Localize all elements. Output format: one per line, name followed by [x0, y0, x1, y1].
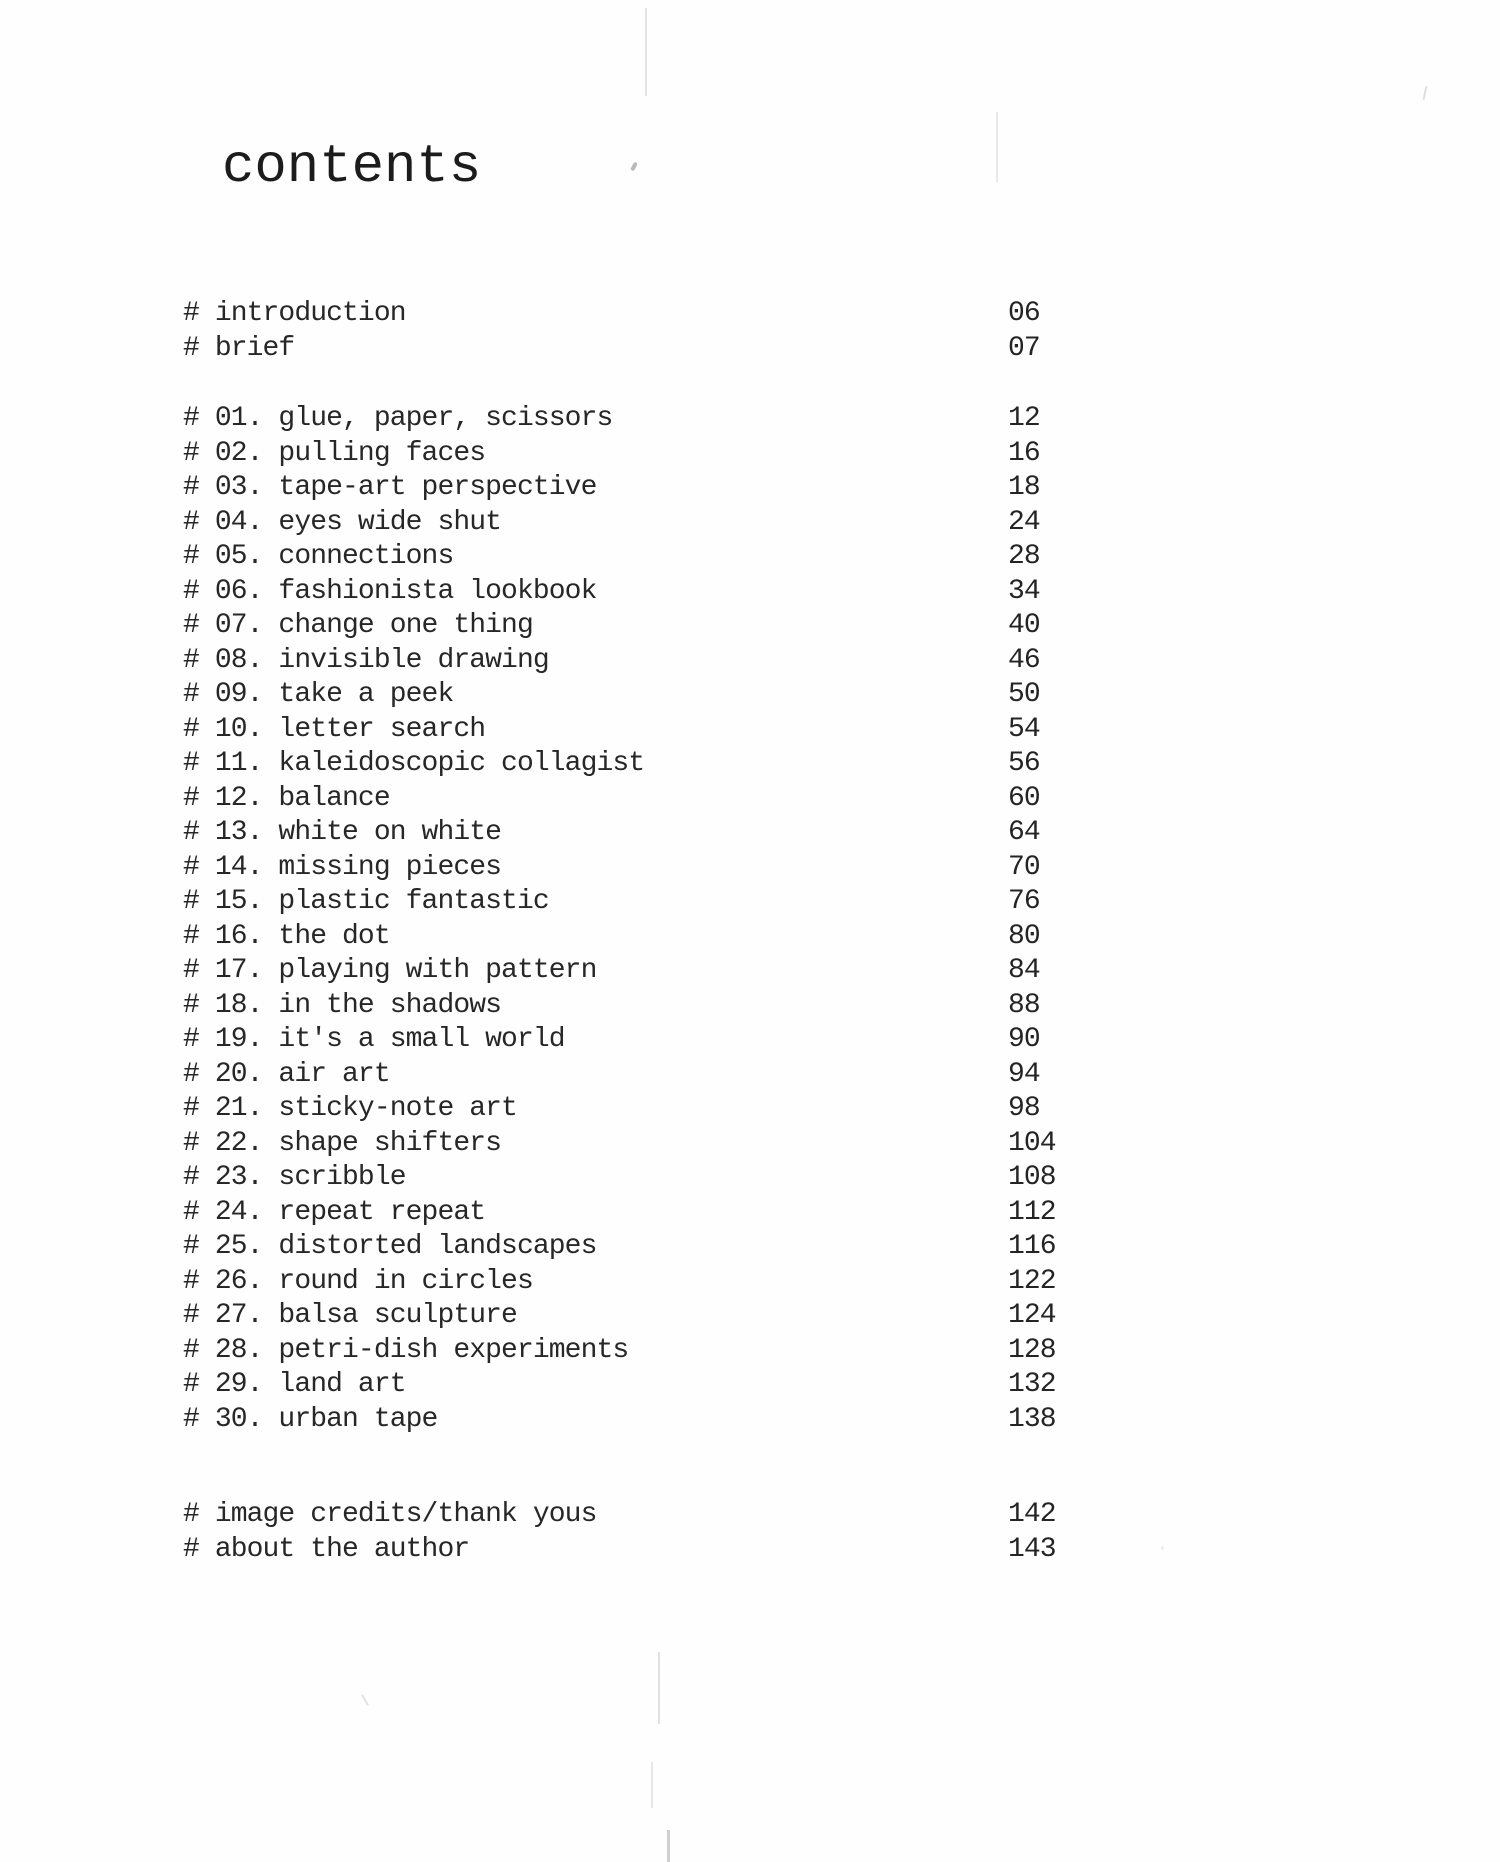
toc-row-label: 07. change one thing	[214, 610, 533, 641]
toc-row	[0, 1533, 1500, 1568]
toc-row-page-number: 98	[1008, 1092, 1500, 1862]
toc-row-label: 02. pulling faces	[214, 437, 486, 469]
hash-marker: #	[183, 1231, 215, 1262]
page-title: contents	[222, 137, 482, 198]
scan-artifact-speck	[1423, 86, 1428, 100]
toc-row-label: 26. round in circles	[214, 1265, 533, 1297]
toc-row-label: 01. glue, paper, scissors	[214, 403, 613, 434]
toc-row	[0, 851, 1500, 886]
toc-row-page-number: 70	[1008, 851, 1500, 1862]
toc-row	[0, 885, 1500, 920]
toc-row	[0, 1023, 1500, 1058]
toc-row	[0, 1498, 1500, 1533]
toc-row-page-number: 18	[1008, 471, 1500, 1862]
hash-marker: #	[183, 713, 215, 745]
toc-row-label: 11. kaleidoscopic collagist	[214, 748, 645, 779]
toc-row	[0, 713, 1500, 748]
toc-row-label: 08. invisible drawing	[214, 644, 549, 676]
toc-row-label: 27. balsa sculpture	[214, 1300, 517, 1331]
toc-row-page-number: 54	[1008, 713, 1500, 1862]
toc-row-label: 23. scribble	[214, 1162, 406, 1193]
toc-row-label: 05. connections	[214, 541, 454, 572]
toc-row-page-number: 128	[1008, 1334, 1500, 1862]
scan-artifact-line	[667, 1830, 670, 1862]
toc-row	[0, 540, 1500, 575]
toc-row-page-number: 90	[1008, 1023, 1500, 1862]
toc-row-page-number: 64	[1008, 816, 1500, 1862]
toc-row	[0, 1299, 1500, 1334]
toc-row-label: image credits/thank yous	[214, 1499, 597, 1530]
toc-row-label: 30. urban tape	[214, 1403, 438, 1435]
toc-row	[0, 816, 1500, 851]
toc-row-label: about the author	[214, 1533, 470, 1565]
scan-artifact-line	[658, 1652, 660, 1724]
hash-marker: #	[183, 679, 215, 710]
toc-row-label: 25. distorted landscapes	[214, 1231, 597, 1262]
toc-row-label: 21. sticky-note art	[214, 1093, 517, 1124]
hash-marker: #	[183, 955, 215, 986]
toc-row-page-number: 24	[1008, 506, 1500, 1862]
toc-row-label: 19. it's a small world	[214, 1024, 565, 1055]
hash-marker: #	[183, 1162, 215, 1193]
toc-row-page-number: 124	[1008, 1299, 1500, 1862]
toc-row-page-number: 40	[1008, 609, 1500, 1862]
hash-marker: #	[183, 1058, 215, 1090]
toc-back-matter-list	[0, 1498, 1500, 1567]
scan-artifact-line	[645, 8, 647, 96]
toc-row	[0, 609, 1500, 644]
hash-marker: #	[183, 298, 215, 329]
toc-row	[0, 402, 1500, 437]
toc-row	[0, 644, 1500, 679]
toc-row-page-number: 07	[1008, 332, 1500, 1862]
scan-artifact-line	[996, 112, 998, 182]
toc-row	[0, 989, 1500, 1024]
toc-row-label: 16. the dot	[214, 920, 390, 952]
toc-front-matter-list	[0, 297, 1500, 366]
toc-row-page-number: 80	[1008, 920, 1500, 1862]
toc-row-page-number: 94	[1008, 1058, 1500, 1862]
hash-marker: #	[183, 332, 215, 364]
hash-marker: #	[183, 541, 215, 572]
hash-marker: #	[183, 1196, 215, 1228]
hash-marker: #	[183, 782, 215, 814]
hash-marker: #	[183, 1533, 215, 1565]
toc-row-page-number: 28	[1008, 540, 1500, 1862]
hash-marker: #	[183, 506, 215, 538]
toc-row	[0, 1196, 1500, 1231]
hash-marker: #	[183, 437, 215, 469]
hash-marker: #	[183, 886, 215, 917]
toc-row-label: 15. plastic fantastic	[214, 886, 549, 917]
hash-marker: #	[183, 1127, 215, 1159]
toc-chapter-list	[0, 402, 1500, 1437]
toc-row	[0, 1265, 1500, 1300]
toc-row-label: 06. fashionista lookbook	[214, 575, 597, 607]
toc-row	[0, 954, 1500, 989]
toc-row-page-number: 84	[1008, 954, 1500, 1862]
toc-row-label: 24. repeat repeat	[214, 1196, 486, 1228]
toc-row	[0, 1368, 1500, 1403]
scan-artifact-line	[651, 1762, 653, 1808]
hash-marker: #	[183, 1300, 215, 1331]
hash-marker: #	[183, 1093, 215, 1124]
toc-row	[0, 747, 1500, 782]
hash-marker: #	[183, 644, 215, 676]
hash-marker: #	[183, 748, 215, 779]
toc-row	[0, 1127, 1500, 1162]
toc-row-page-number: 116	[1008, 1230, 1500, 1862]
toc-row-page-number: 142	[1008, 1498, 1500, 1862]
hash-marker: #	[183, 403, 215, 434]
toc-row	[0, 678, 1500, 713]
toc-row-label: brief	[214, 332, 295, 364]
toc-row-label: 09. take a peek	[214, 679, 454, 710]
toc-row-page-number: 06	[1008, 297, 1500, 1862]
hash-marker: #	[183, 1369, 215, 1400]
toc-row	[0, 297, 1500, 332]
toc-row-page-number: 12	[1008, 402, 1500, 1862]
toc-row-label: 17. playing with pattern	[214, 955, 597, 986]
toc-row-label: 18. in the shadows	[214, 989, 502, 1021]
hash-marker: #	[183, 1265, 215, 1297]
hash-marker: #	[183, 817, 215, 848]
hash-marker: #	[183, 1403, 215, 1435]
toc-row-label: 22. shape shifters	[214, 1127, 502, 1159]
scan-artifact-speck	[361, 1694, 369, 1705]
hash-marker: #	[183, 1024, 215, 1055]
toc-row	[0, 471, 1500, 506]
toc-row-label: 03. tape-art perspective	[214, 472, 597, 503]
hash-marker: #	[183, 920, 215, 952]
toc-row	[0, 1403, 1500, 1438]
toc-row	[0, 332, 1500, 367]
toc-row	[0, 437, 1500, 472]
toc-row	[0, 1161, 1500, 1196]
toc-row	[0, 1230, 1500, 1265]
toc-row-page-number: 56	[1008, 747, 1500, 1862]
toc-row-page-number: 108	[1008, 1161, 1500, 1862]
toc-row-page-number: 138	[1008, 1403, 1500, 1862]
hash-marker: #	[183, 1499, 215, 1530]
toc-row-label: 12. balance	[214, 782, 390, 814]
hash-marker: #	[183, 851, 215, 883]
toc-row-label: introduction	[214, 298, 406, 329]
hash-marker: #	[183, 575, 215, 607]
toc-row-page-number: 34	[1008, 575, 1500, 1862]
hash-marker: #	[183, 610, 215, 641]
hash-marker: #	[183, 1334, 215, 1366]
toc-row	[0, 506, 1500, 541]
toc-row-label: 28. petri-dish experiments	[214, 1334, 629, 1366]
toc-row-label: 20. air art	[214, 1058, 390, 1090]
toc-row	[0, 920, 1500, 955]
toc-row-page-number: 122	[1008, 1265, 1500, 1862]
toc-row-page-number: 46	[1008, 644, 1500, 1862]
scan-artifact-speck	[630, 162, 638, 172]
toc-row	[0, 1092, 1500, 1127]
toc-row-page-number: 50	[1008, 678, 1500, 1862]
toc-row-page-number: 88	[1008, 989, 1500, 1862]
toc-row-label: 10. letter search	[214, 713, 486, 745]
toc-row	[0, 1334, 1500, 1369]
toc-row-label: 13. white on white	[214, 817, 502, 848]
toc-row-label: 14. missing pieces	[214, 851, 502, 883]
hash-marker: #	[183, 989, 215, 1021]
toc-row-page-number: 143	[1008, 1533, 1500, 1862]
toc-row-page-number: 60	[1008, 782, 1500, 1862]
toc-row-page-number: 104	[1008, 1127, 1500, 1862]
toc-row-page-number: 132	[1008, 1368, 1500, 1862]
hash-marker: #	[183, 472, 215, 503]
toc-row	[0, 575, 1500, 610]
toc-row-label: 04. eyes wide shut	[214, 506, 502, 538]
toc-row	[0, 1058, 1500, 1093]
toc-row-page-number: 112	[1008, 1196, 1500, 1862]
toc-row-label: 29. land art	[214, 1369, 406, 1400]
toc-row-page-number: 16	[1008, 437, 1500, 1862]
toc-row	[0, 782, 1500, 817]
toc-row-page-number: 76	[1008, 885, 1500, 1862]
